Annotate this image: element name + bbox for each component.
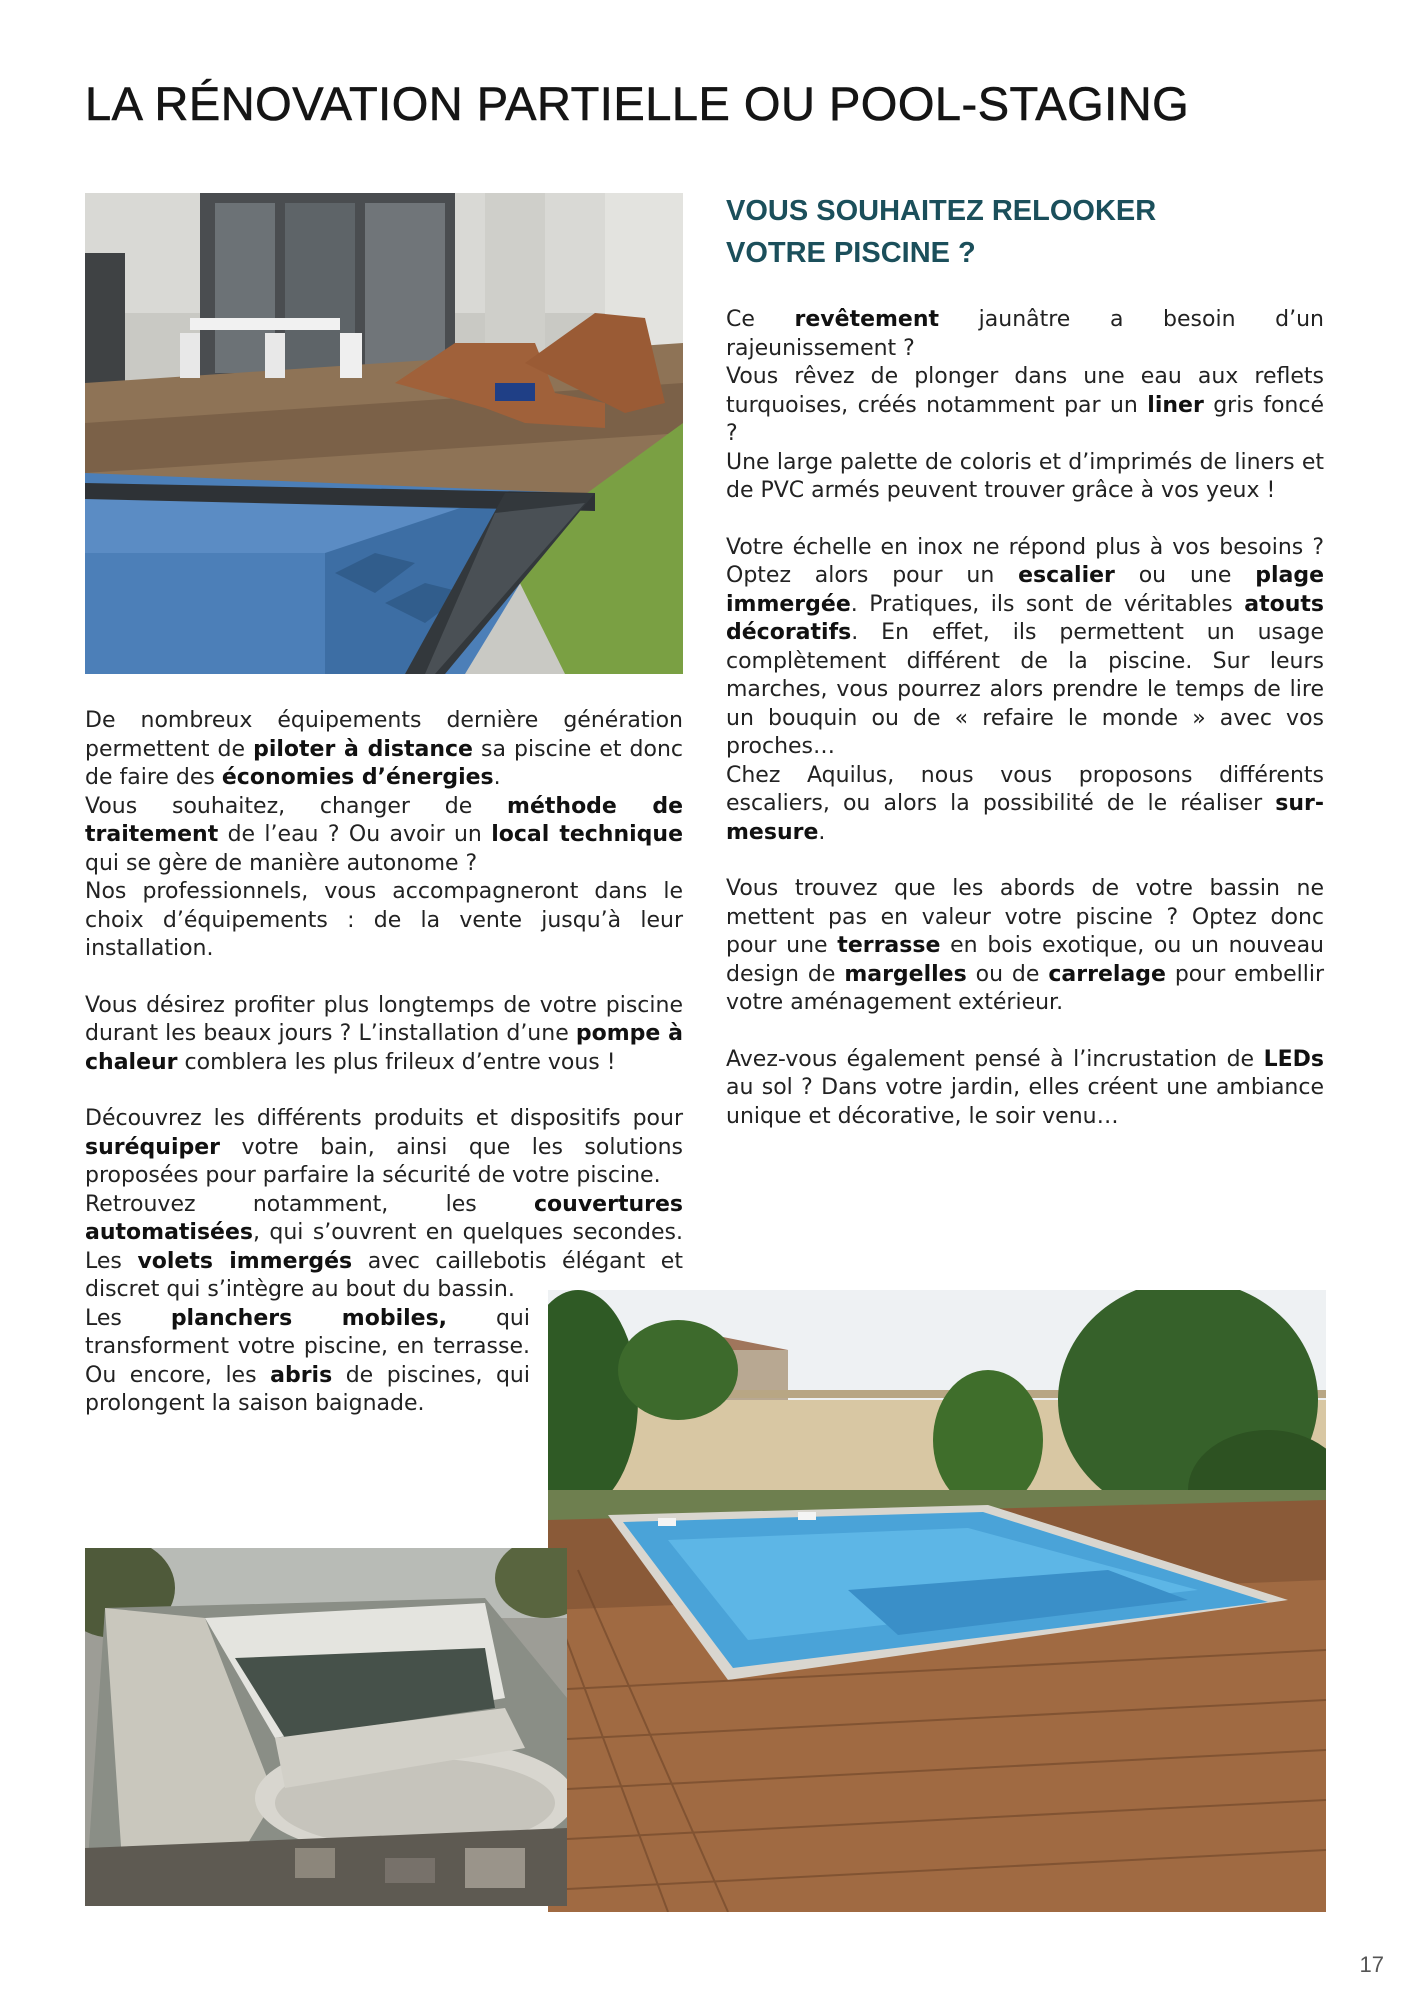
section-heading-line-2: VOTRE PISCINE ? [726, 237, 976, 269]
right-paragraph-3 [726, 875, 1324, 1018]
emphasis-text: planchers mobiles, [170, 1305, 448, 1331]
body-text: de l’eau ? Ou avoir un [218, 822, 492, 847]
body-text: . Pratiques, ils sont de véritables [850, 591, 1245, 617]
body-text: Vous trouvez que les abords de votre bassin ne mettent pas en valeur votre piscine ? Optez donc pour une [726, 876, 1324, 958]
right-column-text [726, 306, 1324, 1159]
body-text: comblera les plus frileux d’entre vous ! [177, 1049, 616, 1075]
body-text: ou de [966, 961, 1049, 987]
body-text: De nombreux équipements dernière génération permettent de [85, 708, 683, 762]
body-text: sa piscine et donc de faire des [85, 736, 683, 790]
emphasis-text: atouts décoratifs [726, 591, 1324, 645]
left-paragraph-1 [85, 707, 683, 964]
body-text: Ce [726, 307, 795, 332]
body-text: qui transforment votre piscine, en terrasse. Ou encore, les [85, 1305, 530, 1388]
emphasis-text: couvertures automatisées [85, 1191, 683, 1245]
section-heading-line-1: VOUS SOUHAITEZ RELOOKER [726, 195, 1157, 227]
body-text: jaunâtre a besoin d’un rajeunissement ? [726, 307, 1325, 361]
body-text: Découvrez les différents produits et dispositifs pour [85, 1106, 683, 1131]
body-text: pour embellir votre aménagement extérieur. [726, 961, 1325, 1015]
emphasis-text: méthode de traitement [85, 793, 683, 847]
emphasis-text: local technique [491, 822, 683, 847]
body-text: en bois exotique, ou un nouveau design de [726, 933, 1324, 987]
body-text: gris foncé ? [726, 392, 1324, 446]
page-number: 17 [1359, 1952, 1384, 1977]
body-text: Vous rêvez de plonger dans une eau aux reflets turquoises, créés notamment par un [726, 364, 1324, 418]
body-text: Les [85, 1305, 171, 1331]
body-text: au sol ? Dans votre jardin, elles créent une ambiance unique et décorative, le soir venu… [726, 1075, 1324, 1129]
left-paragraph-2 [85, 992, 683, 1078]
emphasis-text: piloter à distance [253, 736, 473, 762]
emphasis-text: revêtement [794, 307, 940, 332]
emphasis-text: LEDs [1263, 1046, 1324, 1072]
emphasis-text: carrelage [1048, 961, 1166, 987]
page-title: LA RÉNOVATION PARTIELLE OU POOL-STAGING [85, 77, 1190, 130]
body-text: avec caillebotis élégant et discret qui s’intègre au bout du bassin. [85, 1248, 683, 1302]
photo-terrace-pool [85, 193, 683, 674]
body-text: . [818, 819, 826, 845]
body-text: Avez-vous également pensé à l’incrustation de [726, 1046, 1264, 1072]
emphasis-text: terrasse [837, 933, 941, 958]
right-paragraph-1 [726, 306, 1324, 506]
body-text: Nos professionnels, vous accompagneront dans le choix d’équipements : de la vente jusqu’à leur installation. [85, 879, 683, 961]
body-text: . En effet, ils permettent un usage complètement différent de la piscine. Sur leurs marches, vous pourrez alors prendre le temps de lire un bouquin ou de « refaire le monde » avec vos proches… [726, 620, 1324, 759]
body-text: Vous désirez profiter plus longtemps de votre piscine durant les beaux jours ? L’installation d’une [85, 992, 683, 1046]
body-text: . [493, 765, 501, 790]
body-text: votre bain, ainsi que les solutions proposées pour parfaire la sécurité de votre piscine. [85, 1134, 683, 1188]
section-heading [726, 190, 1346, 274]
emphasis-text: margelles [844, 961, 967, 987]
body-text: Vous souhaitez, changer de [85, 793, 508, 819]
body-text: ou une [1114, 563, 1256, 588]
body-text: Retrouvez notamment, les [85, 1191, 535, 1217]
photo-renovated-pool-deck [548, 1290, 1326, 1912]
body-text: Chez Aquilus, nous vous proposons différents escaliers, ou alors la possibilité de le réaliser [726, 762, 1324, 816]
emphasis-text: pompe à chaleur [85, 1021, 684, 1075]
emphasis-text: plage immergée [726, 563, 1325, 617]
body-text: Une large palette de coloris et d’imprimés de liners et de PVC armés peuvent trouver grâce à vos yeux ! [726, 449, 1324, 503]
right-paragraph-4 [726, 1046, 1324, 1132]
right-paragraph-2 [726, 534, 1324, 848]
left-paragraph-4 [85, 1305, 530, 1419]
photo-pool-before-renovation [85, 1548, 567, 1906]
body-text: , qui s’ouvrent en quelques secondes. Les [85, 1220, 683, 1274]
body-text: qui se gère de manière autonome ? [85, 850, 478, 876]
emphasis-text: liner [1147, 392, 1204, 418]
emphasis-text: sur-mesure [726, 791, 1324, 845]
emphasis-text: volets immergés [137, 1248, 353, 1274]
emphasis-text: escalier [1018, 563, 1115, 588]
emphasis-text: abris [270, 1362, 333, 1388]
body-text: de piscines, qui prolongent la saison baignade. [85, 1362, 530, 1416]
emphasis-text: suréquiper [85, 1134, 220, 1160]
body-text: Votre échelle en inox ne répond plus à vos besoins ? Optez alors pour un [726, 534, 1324, 588]
emphasis-text: économies d’énergies [221, 765, 494, 790]
left-paragraph-3 [85, 1105, 683, 1305]
